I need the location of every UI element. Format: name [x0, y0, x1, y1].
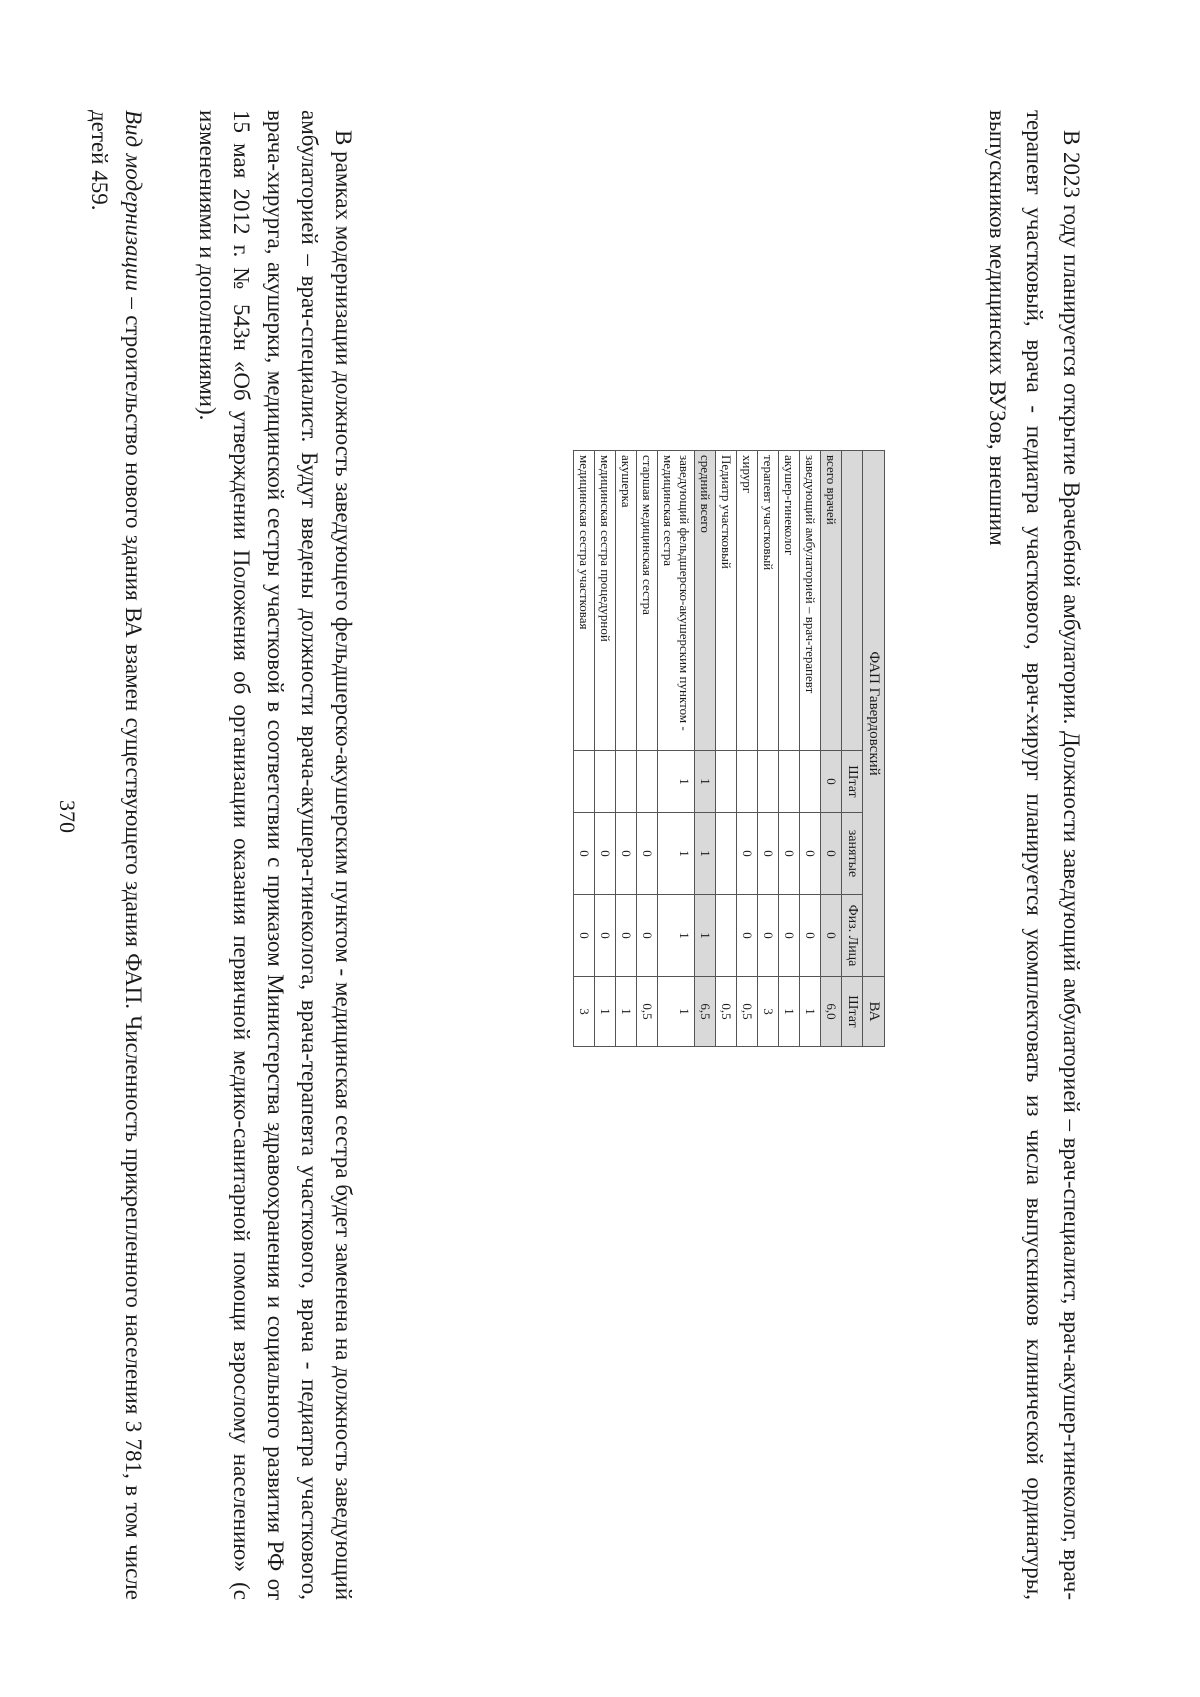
header-fiz-litsa: Физ. Лица	[842, 895, 863, 977]
row-label: Педиатр участковый	[716, 451, 737, 751]
cell-zanyatye: 0	[595, 813, 616, 895]
cell-fiz: 0	[737, 895, 758, 977]
cell-shtat: 1	[658, 751, 695, 813]
cell-zanyatye: 0	[616, 813, 637, 895]
table-row	[737, 451, 758, 1047]
row-label: заведующий амбулаторией – врач-терапевт	[800, 451, 821, 751]
table-row	[574, 451, 595, 1047]
table-row	[821, 451, 842, 1047]
cell-va: 1	[616, 977, 637, 1047]
row-label: средний всего	[695, 451, 716, 751]
header-shtat: Штат	[842, 751, 863, 813]
modernization-type-text: – строительство нового здания ВА взамен существующего здания ФАП. Численность прикрепленного населения 3 781, в том числе детей 459.	[87, 110, 146, 1600]
cell-shtat	[637, 751, 658, 813]
cell-zanyatye	[716, 813, 737, 895]
table-row	[595, 451, 616, 1047]
cell-zanyatye: 1	[658, 813, 695, 895]
cell-shtat	[595, 751, 616, 813]
paragraph-modernization-type	[82, 110, 150, 1600]
cell-fiz: 0	[800, 895, 821, 977]
cell-zanyatye: 0	[779, 813, 800, 895]
modernization-type-label: Вид модернизации	[121, 110, 146, 291]
cell-shtat	[616, 751, 637, 813]
cell-fiz: 0	[637, 895, 658, 977]
cell-va: 0,5	[737, 977, 758, 1047]
row-label: заведующий фельдшерско-акушерским пунктом - медицинская сестра	[658, 451, 695, 751]
cell-fiz	[716, 895, 737, 977]
cell-va: 3	[758, 977, 779, 1047]
cell-shtat: 0	[821, 751, 842, 813]
cell-fiz: 1	[658, 895, 695, 977]
cell-zanyatye: 0	[637, 813, 658, 895]
cell-va: 1	[800, 977, 821, 1047]
paragraph-2023-plan: В 2023 году планируется открытие Врачебной амбулатории. Должности заведующий амбулаторией – врач-специалист, врач-акушер-гинеколог, врач-терапевт участковый, врача - педиатра участкового, врач-хирург планируется укомплектовать из числа выпускников клинической ординатуры, выпускников медицинских ВУЗов, внешним	[985, 110, 1084, 1600]
cell-zanyatye: 0	[758, 813, 779, 895]
row-label: акушер-гинеколог	[779, 451, 800, 751]
cell-shtat	[758, 751, 779, 813]
cell-fiz: 0	[574, 895, 595, 977]
row-label: медицинская сестра участковая	[574, 451, 595, 751]
row-label: акушерка	[616, 451, 637, 751]
cell-fiz: 0	[616, 895, 637, 977]
row-label: медицинская сестра процедурной	[595, 451, 616, 751]
table-row	[695, 451, 716, 1047]
cell-va: 6,5	[695, 977, 716, 1047]
cell-zanyatye: 0	[821, 813, 842, 895]
cell-shtat	[574, 751, 595, 813]
cell-zanyatye: 0	[574, 813, 595, 895]
cell-zanyatye: 0	[800, 813, 821, 895]
cell-shtat	[779, 751, 800, 813]
cell-fiz: 0	[821, 895, 842, 977]
cell-fiz: 0	[779, 895, 800, 977]
table-row	[637, 451, 658, 1047]
table-row	[616, 451, 637, 1047]
table-row	[800, 451, 821, 1047]
row-label: старшая медицинская сестра	[637, 451, 658, 751]
header-va-shtat: Штат	[842, 977, 863, 1047]
cell-zanyatye: 0	[737, 813, 758, 895]
cell-fiz: 0	[595, 895, 616, 977]
cell-va: 1	[595, 977, 616, 1047]
cell-va: 3	[574, 977, 595, 1047]
cell-shtat	[737, 751, 758, 813]
cell-fiz: 0	[758, 895, 779, 977]
cell-shtat	[800, 751, 821, 813]
table-row	[758, 451, 779, 1047]
staffing-table	[573, 450, 885, 1047]
row-label: всего врачей	[821, 451, 842, 751]
cell-shtat: 1	[695, 751, 716, 813]
cell-fiz: 1	[695, 895, 716, 977]
header-label-empty	[842, 451, 863, 751]
table-row	[658, 451, 695, 1047]
row-label: хирург	[737, 451, 758, 751]
page-number: 370	[55, 800, 80, 833]
table-row	[716, 451, 737, 1047]
cell-va: 6,0	[821, 977, 842, 1047]
cell-shtat	[716, 751, 737, 813]
cell-va: 1	[779, 977, 800, 1047]
cell-va: 0,5	[716, 977, 737, 1047]
cell-zanyatye: 1	[695, 813, 716, 895]
header-zanyatye: занятые	[842, 813, 863, 895]
paragraph-positions: В рамках модернизации должность заведующего фельдшерско-акушерским пунктом - медицинская сестра будет заменена на должность заведующий амбулаторией – врач-специалист. Будут введены должности врача-акушера-гинеколога, врача-терапевта участкового, врача - педиатра участкового, врача-хирурга, акушерки, медицинской сестры участковой в соответствии с приказом Министерства здравоохранения и социального развития РФ от 15 мая 2012 г. № 543н «Об утверждении Положения об организации оказания первичной медико-санитарной помощи взрослому населению» (с изменениями и дополнениями).	[195, 110, 356, 1600]
table-row	[779, 451, 800, 1047]
row-label: терапевт участковый	[758, 451, 779, 751]
group-header-va: ВА	[863, 977, 885, 1047]
cell-va: 0,5	[637, 977, 658, 1047]
group-header-fap: ФАП Гавердовский	[863, 451, 885, 977]
cell-va: 1	[658, 977, 695, 1047]
